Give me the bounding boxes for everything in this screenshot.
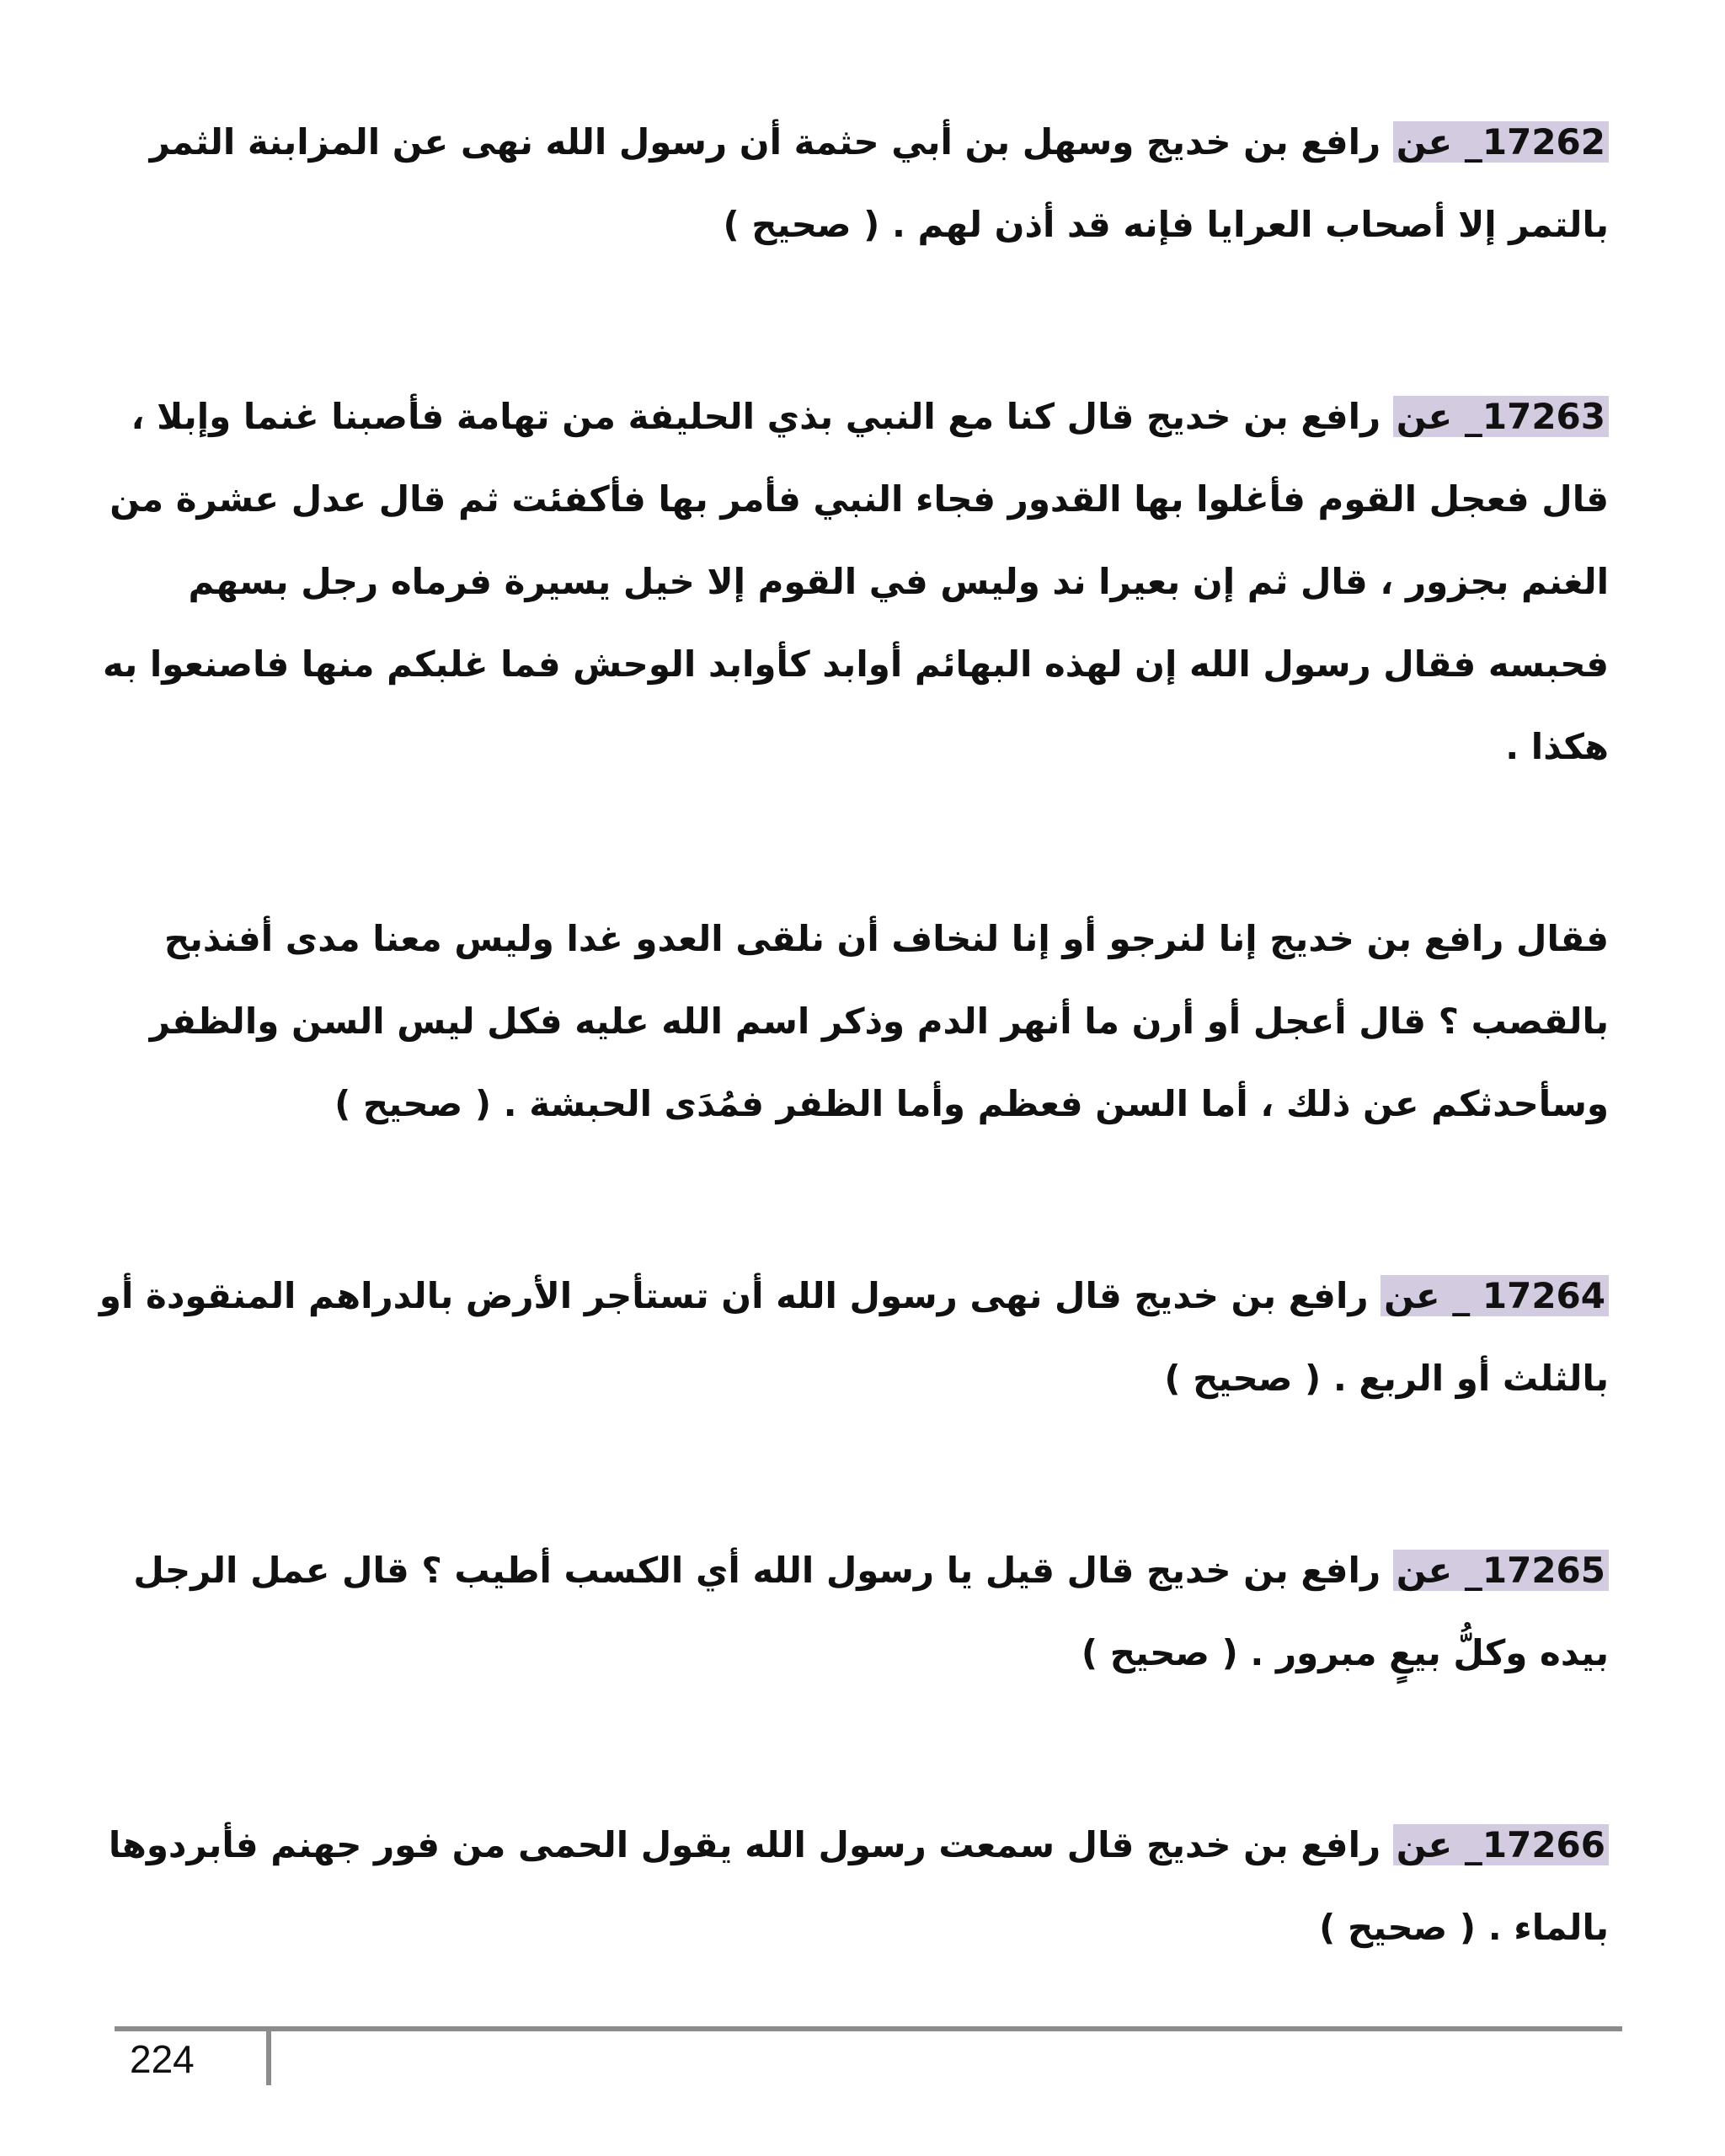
hadith-17263 [93,376,1609,788]
hadith-number-highlight: 17262_ عن [1393,121,1609,163]
hadith-17265 [93,1529,1609,1694]
hadith-text: فقال رافع بن خديج إنا لنرجو أو إنا لنخاف أن نلقى العدو غدا وليس معنا مدى أفنذبح بالقصب ؟ قال أعجل أو أرن ما أنهر الدم وذكر اسم الله عليه فكل ليس السن والظفر وسأحدثكم عن ذلك ، أما السن فعظم وأما الظفر فمُدَى الحبشة . ( صحيح ) [149,918,1609,1124]
hadith-number-highlight: 17266_ عن [1393,1824,1609,1865]
footer-rule [115,2026,1622,2031]
hadith-text: رافع بن خديج قال سمعت رسول الله يقول الحمى من فور جهنم فأبردوها بالماء . ( صحيح ) [108,1824,1609,1948]
hadith-text: رافع بن خديج قال قيل يا رسول الله أي الكسب أطيب ؟ قال عمل الرجل بيده وكلُّ بيعٍ مبرور . ( صحيح ) [133,1550,1609,1673]
page-content [93,101,1609,2079]
hadith-text: رافع بن خديج قال كنا مع النبي بذي الحليفة من تهامة فأصبنا غنما وإبلا ، قال فعجل القوم فأغلوا بها القدور فجاء النبي فأمر بها فأكفئت ثم قال عدل عشرة من الغنم بجزور ، قال ثم إن بعيرا ند وليس في القوم إلا خيل يسيرة فرماه رجل بسهم فحبسه فقال رسول الله إن لهذه البهائم أوابد كأوابد الوحش فما غلبكم منها فاصنعوا به هكذا . [102,396,1609,767]
hadith-text: رافع بن خديج وسهل بن أبي حثمة أن رسول الله نهى عن المزابنة الثمر بالتمر إلا أصحاب العرايا فإنه قد أذن لهم . ( صحيح ) [149,121,1609,245]
hadith-number-highlight: 17265_ عن [1393,1550,1609,1591]
hadith-17262 [93,101,1609,266]
hadith-number-highlight: 17263_ عن [1393,396,1609,437]
footer-divider-tick [266,2026,271,2085]
hadith-number-highlight: 17264 _ عن [1381,1275,1609,1316]
hadith-17263-continuation [93,898,1609,1145]
hadith-17266 [93,1804,1609,1969]
hadith-17264 [93,1255,1609,1420]
page-number: 224 [130,2037,195,2081]
hadith-text: رافع بن خديج قال نهى رسول الله أن تستأجر الأرض بالدراهم المنقودة أو بالثلث أو الربع . ( صحيح ) [99,1275,1609,1399]
